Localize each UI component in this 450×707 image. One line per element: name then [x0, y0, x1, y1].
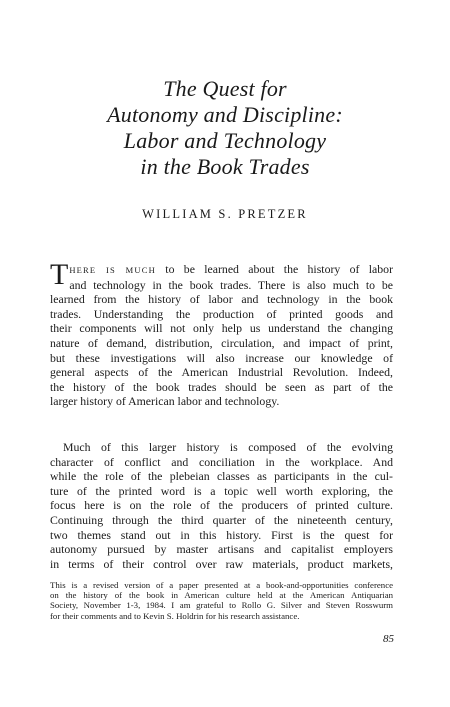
body-line: focus here is on the role of the producers of printed culture.	[50, 498, 393, 513]
author-name: WILLIAM S. PRETZER	[142, 207, 308, 221]
drop-cap: T	[50, 258, 69, 291]
body-line: their components will not only help us understand the changing	[50, 321, 393, 336]
footnote	[50, 580, 393, 621]
body-line: general aspects of the American Industrial Revolution. Indeed,	[50, 365, 393, 380]
body-line: learned from the history of labor and technology in the book	[50, 292, 393, 307]
body-line: Much of this larger history is composed of the evolving	[63, 440, 393, 454]
page-number: 85	[383, 633, 394, 645]
body-line: autonomy pursued by master artisans and capitalist employers	[50, 542, 393, 557]
body-line: but these investigations will also increase our knowledge of	[50, 350, 393, 365]
footnote-line: Society, November 1-3, 1984. I am grateful to Rollo G. Silver and Steven Rosswurm	[50, 600, 393, 611]
body-line: and technology in the book trades. There is also much to be	[69, 277, 393, 292]
body-paragraph-2	[50, 440, 393, 571]
footnote-line: This is a revised version of a paper presented at a book-and-opportunities conference	[50, 580, 393, 590]
opening-smallcaps: HERE IS MUCH	[69, 265, 156, 275]
body-line: larger history of American labor and technology.	[50, 394, 280, 409]
title-line: Autonomy and Discipline:	[107, 102, 343, 127]
body-line: in terms of their control over raw materials, product markets,	[50, 556, 393, 571]
title-line: in the Book Trades	[140, 154, 310, 179]
body-line: two themes stand out in this history. First is the quest for	[50, 527, 393, 542]
footnote-line: on the history of the book in American culture held at the American Antiquarian	[50, 590, 393, 601]
body-line: nature of demand, distribution, circulation, and impact of print,	[50, 335, 393, 350]
body-line: trades. Understanding the production of printed goods and	[50, 306, 393, 321]
body-line: character of conflict and conciliation in the workplace. And	[50, 454, 393, 469]
article-title	[0, 76, 450, 180]
body-paragraph-1	[50, 258, 394, 409]
footnote-line: for their comments and to Kevin S. Holdrin for his research assistance.	[50, 610, 300, 621]
body-line: while the role of the plebeian classes as participants in the cul-	[50, 469, 393, 484]
body-line	[50, 262, 393, 278]
body-line: Continuing through the third quarter of the nineteenth century,	[50, 512, 393, 527]
body-line: the history of the book trades should be seen as part of the	[50, 379, 393, 394]
body-line-text: to be learned about the history of labor	[155, 262, 394, 276]
title-line: Labor and Technology	[123, 128, 327, 153]
title-line: The Quest for	[163, 76, 287, 101]
body-line: ture of the printed word is a topic well worth exploring, the	[50, 483, 393, 498]
